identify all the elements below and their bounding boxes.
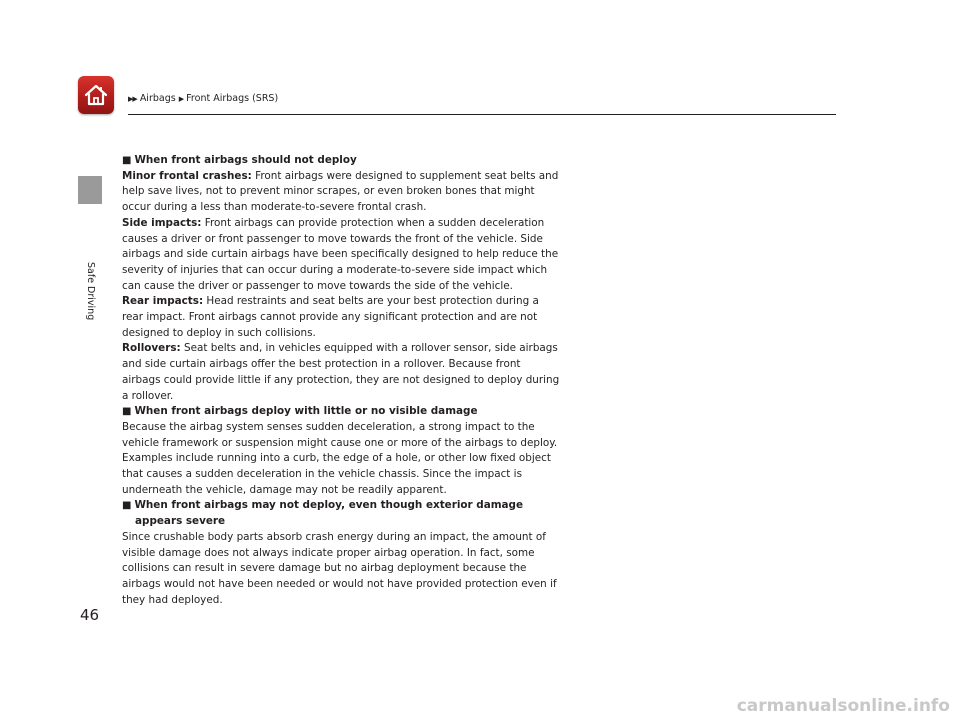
header-rule (128, 114, 836, 115)
paragraph-text: Front airbags can provide protection when a sudden deceleration causes a driver or front passenger to move towards the front of the vehicle. Side airbags and side curtain airbags have been specifically designed to help reduce the severity of injuries that can occur during a moderate-to-severe side impact which can cause the driver or passenger to move towards the side of the vehicle. (122, 216, 559, 292)
paragraph (122, 169, 560, 216)
section-heading: ■ When front airbags should not deploy (122, 154, 357, 166)
home-icon (83, 82, 109, 108)
paragraph-lead: Rollovers: (122, 342, 181, 355)
paragraph (122, 530, 560, 609)
breadcrumb (128, 93, 278, 104)
paragraph-text: Since crushable body parts absorb crash energy during an impact, the amount of visible damage does not always indicate proper airbag operation. In fact, some collisions can result in severe damage but no airbag deployment because the airbags would not have been needed or would not have provided protection even if they had deployed. (122, 530, 557, 606)
square-bullet-icon: ■ (122, 500, 132, 512)
paragraph (122, 341, 560, 404)
paragraph-lead: Rear impacts: (122, 295, 204, 308)
paragraph (122, 216, 560, 295)
breadcrumb-front-airbags[interactable]: Front Airbags (SRS) (186, 93, 279, 104)
section-heading: ■ When front airbags may not deploy, even though exterior damage appears severe (122, 499, 524, 528)
triangle-right-icon: ▶ (178, 95, 184, 103)
section-heading: ■ When front airbags deploy with little or no visible damage (122, 405, 478, 418)
paragraph-text: Head restraints and seat belts are your best protection during a rear impact. Front airbags cannot provide any significant protection and are not designed to deploy in such collisions. (122, 295, 539, 339)
paragraph-text: Because the airbag system senses sudden deceleration, a strong impact to the vehicle framework or suspension might cause one or more of the airbags to deploy. Examples include running into a curb, the edge of a hole, or other low fixed object that causes a sudden deceleration in the vehicle chassis. Since the impact is underneath the vehicle, damage may not be readily apparent. (122, 420, 558, 496)
watermark: carmanualsonline.info (736, 696, 950, 716)
square-bullet-icon: ■ (122, 155, 132, 166)
breadcrumb-airbags[interactable]: Airbags (139, 93, 176, 104)
paragraph (122, 420, 560, 499)
chapter-tab[interactable] (78, 176, 102, 204)
home-button[interactable] (78, 76, 114, 114)
paragraph-lead: Side impacts: (122, 216, 202, 229)
main-content (122, 153, 560, 608)
chapter-label: Safe Driving (85, 262, 96, 321)
paragraph-text: Seat belts and, in vehicles equipped with a rollover sensor, side airbags and side curtain airbags offer the best protection in a rollover. Because front airbags could provide little if any protection, they are not designed to deploy during a rollover. (122, 342, 560, 402)
triangle-right-icon: ▶▶ (128, 95, 137, 103)
paragraph (122, 294, 560, 341)
square-bullet-icon: ■ (122, 406, 132, 418)
page-number: 46 (80, 606, 100, 624)
paragraph-text: Front airbags were designed to supplement seat belts and help save lives, not to prevent minor scrapes, or even broken bones that might occur during a less than moderate-to-severe frontal crash. (122, 169, 559, 214)
paragraph-lead: Minor frontal crashes: (122, 169, 252, 182)
